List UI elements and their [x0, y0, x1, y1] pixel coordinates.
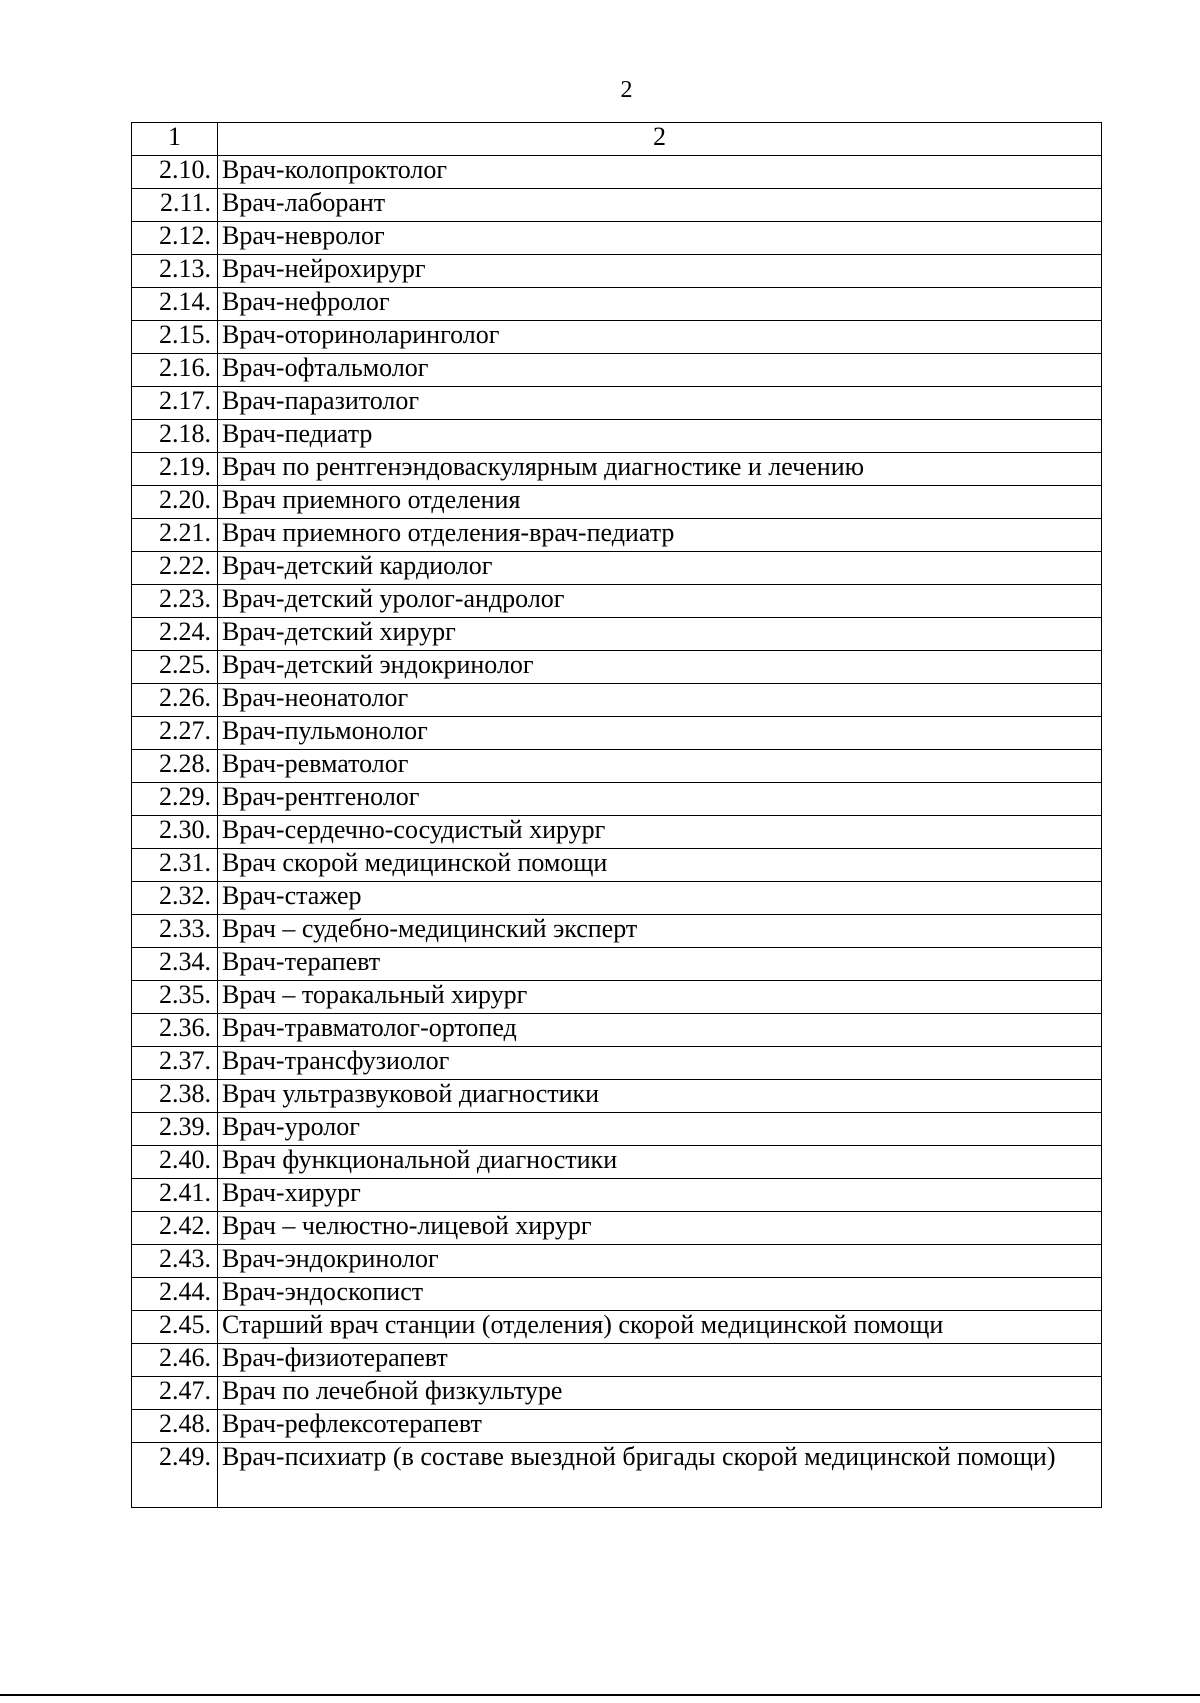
row-position-name-cell: Врач-рефлексотерапевт	[218, 1410, 1102, 1443]
row-position-name-cell: Врач-трансфузиолог	[218, 1047, 1102, 1080]
table-row	[132, 1245, 1102, 1278]
row-number-cell: 2.21.	[132, 519, 218, 552]
table-row	[132, 519, 1102, 552]
table-row	[132, 486, 1102, 519]
table-row	[132, 717, 1102, 750]
row-number-cell: 2.37.	[132, 1047, 218, 1080]
header-cell-number: 1	[132, 123, 218, 156]
row-position-name-cell: Старший врач станции (отделения) скорой медицинской помощи	[218, 1311, 1102, 1344]
table-row	[132, 1344, 1102, 1377]
table-row	[132, 948, 1102, 981]
row-number-cell: 2.12.	[132, 222, 218, 255]
row-number-cell: 2.22.	[132, 552, 218, 585]
row-number-cell: 2.44.	[132, 1278, 218, 1311]
row-number-cell: 2.13.	[132, 255, 218, 288]
row-number-cell: 2.20.	[132, 486, 218, 519]
row-number-cell: 2.19.	[132, 453, 218, 486]
table-row	[132, 1080, 1102, 1113]
row-position-name-cell: Врач по рентгенэндоваскулярным диагностике и лечению	[218, 453, 1102, 486]
row-position-name-cell: Врач скорой медицинской помощи	[218, 849, 1102, 882]
row-position-name-cell: Врач-травматолог-ортопед	[218, 1014, 1102, 1047]
row-position-name-cell: Врач по лечебной физкультуре	[218, 1377, 1102, 1410]
table-row	[132, 189, 1102, 222]
row-position-name-cell: Врач-паразитолог	[218, 387, 1102, 420]
row-number-cell: 2.46.	[132, 1344, 218, 1377]
table-row	[132, 288, 1102, 321]
row-position-name-cell: Врач-эндокринолог	[218, 1245, 1102, 1278]
row-position-name-cell: Врач приемного отделения	[218, 486, 1102, 519]
row-position-name-cell: Врач-нефролог	[218, 288, 1102, 321]
row-number-cell: 2.49.	[132, 1443, 218, 1508]
row-position-name-cell: Врач-оториноларинголог	[218, 321, 1102, 354]
row-number-cell: 2.30.	[132, 816, 218, 849]
table-row	[132, 1410, 1102, 1443]
bottom-scan-rule	[0, 1694, 1200, 1696]
table-row	[132, 882, 1102, 915]
row-number-cell: 2.24.	[132, 618, 218, 651]
table-row	[132, 1146, 1102, 1179]
row-number-cell: 2.47.	[132, 1377, 218, 1410]
row-number-cell: 2.40.	[132, 1146, 218, 1179]
row-number-cell: 2.35.	[132, 981, 218, 1014]
row-number-cell: 2.31.	[132, 849, 218, 882]
table-row	[132, 1278, 1102, 1311]
table-row	[132, 222, 1102, 255]
row-position-name-cell: Врач-уролог	[218, 1113, 1102, 1146]
row-number-cell: 2.36.	[132, 1014, 218, 1047]
row-position-name-cell: Врач-колопроктолог	[218, 156, 1102, 189]
row-position-name-cell: Врач ультразвуковой диагностики	[218, 1080, 1102, 1113]
row-position-name-cell: Врач-педиатр	[218, 420, 1102, 453]
table-row	[132, 585, 1102, 618]
row-position-name-cell: Врач-офтальмолог	[218, 354, 1102, 387]
row-position-name-cell: Врач-детский уролог-андролог	[218, 585, 1102, 618]
row-position-name-cell: Врач-стажер	[218, 882, 1102, 915]
row-number-cell: 2.25.	[132, 651, 218, 684]
table-row	[132, 1113, 1102, 1146]
row-position-name-cell: Врач приемного отделения-врач-педиатр	[218, 519, 1102, 552]
row-number-cell: 2.18.	[132, 420, 218, 453]
row-position-name-cell: Врач-терапевт	[218, 948, 1102, 981]
row-number-cell: 2.17.	[132, 387, 218, 420]
positions-table	[131, 122, 1102, 1508]
table-row	[132, 1179, 1102, 1212]
row-number-cell: 2.23.	[132, 585, 218, 618]
row-position-name-cell: Врач-нейрохирург	[218, 255, 1102, 288]
table-row	[132, 255, 1102, 288]
row-position-name-cell: Врач-эндоскопист	[218, 1278, 1102, 1311]
row-number-cell: 2.16.	[132, 354, 218, 387]
row-position-name-cell: Врач-ревматолог	[218, 750, 1102, 783]
table-row	[132, 1212, 1102, 1245]
row-number-cell: 2.42.	[132, 1212, 218, 1245]
row-number-cell: 2.29.	[132, 783, 218, 816]
table-row	[132, 387, 1102, 420]
row-number-cell: 2.15.	[132, 321, 218, 354]
row-number-cell: 2.38.	[132, 1080, 218, 1113]
row-position-name-cell: Врач – торакальный хирург	[218, 981, 1102, 1014]
row-position-name-cell: Врач-детский эндокринолог	[218, 651, 1102, 684]
table-row	[132, 1377, 1102, 1410]
table-row	[132, 1311, 1102, 1344]
table-row	[132, 618, 1102, 651]
row-number-cell: 2.10.	[132, 156, 218, 189]
row-number-cell: 2.27.	[132, 717, 218, 750]
row-position-name-cell: Врач – судебно-медицинский эксперт	[218, 915, 1102, 948]
row-number-cell: 2.33.	[132, 915, 218, 948]
table-row	[132, 1443, 1102, 1508]
row-number-cell: 2.41.	[132, 1179, 218, 1212]
row-number-cell: 2.48.	[132, 1410, 218, 1443]
row-number-cell: 2.43.	[132, 1245, 218, 1278]
table-row	[132, 1014, 1102, 1047]
row-number-cell: 2.28.	[132, 750, 218, 783]
row-position-name-cell: Врач-детский хирург	[218, 618, 1102, 651]
table-row	[132, 552, 1102, 585]
row-number-cell: 2.26.	[132, 684, 218, 717]
table-row	[132, 354, 1102, 387]
row-position-name-cell: Врач-хирург	[218, 1179, 1102, 1212]
table-row	[132, 156, 1102, 189]
row-position-name-cell: Врач-физиотерапевт	[218, 1344, 1102, 1377]
table-row	[132, 651, 1102, 684]
table-row	[132, 1047, 1102, 1080]
table-row	[132, 750, 1102, 783]
row-position-name-cell: Врач-невролог	[218, 222, 1102, 255]
table-row	[132, 816, 1102, 849]
row-number-cell: 2.11.	[132, 189, 218, 222]
row-position-name-cell: Врач функциональной диагностики	[218, 1146, 1102, 1179]
row-position-name-cell: Врач-психиатр (в составе выездной бригады скорой медицинской помощи)	[218, 1443, 1102, 1508]
row-position-name-cell: Врач-лаборант	[218, 189, 1102, 222]
table-row	[132, 684, 1102, 717]
table-row	[132, 849, 1102, 882]
row-position-name-cell: Врач-сердечно-сосудистый хирург	[218, 816, 1102, 849]
table-row	[132, 321, 1102, 354]
row-number-cell: 2.45.	[132, 1311, 218, 1344]
table-row	[132, 453, 1102, 486]
page-number: 2	[620, 77, 633, 103]
row-position-name-cell: Врач-детский кардиолог	[218, 552, 1102, 585]
row-number-cell: 2.34.	[132, 948, 218, 981]
table-row	[132, 981, 1102, 1014]
header-cell-name: 2	[218, 123, 1102, 156]
row-position-name-cell: Врач-неонатолог	[218, 684, 1102, 717]
table-row	[132, 420, 1102, 453]
row-position-name-cell: Врач-пульмонолог	[218, 717, 1102, 750]
table-header-row	[132, 123, 1102, 156]
row-number-cell: 2.14.	[132, 288, 218, 321]
row-position-name-cell: Врач-рентгенолог	[218, 783, 1102, 816]
table-row	[132, 915, 1102, 948]
row-number-cell: 2.32.	[132, 882, 218, 915]
table-row	[132, 783, 1102, 816]
row-position-name-cell: Врач – челюстно-лицевой хирург	[218, 1212, 1102, 1245]
row-number-cell: 2.39.	[132, 1113, 218, 1146]
